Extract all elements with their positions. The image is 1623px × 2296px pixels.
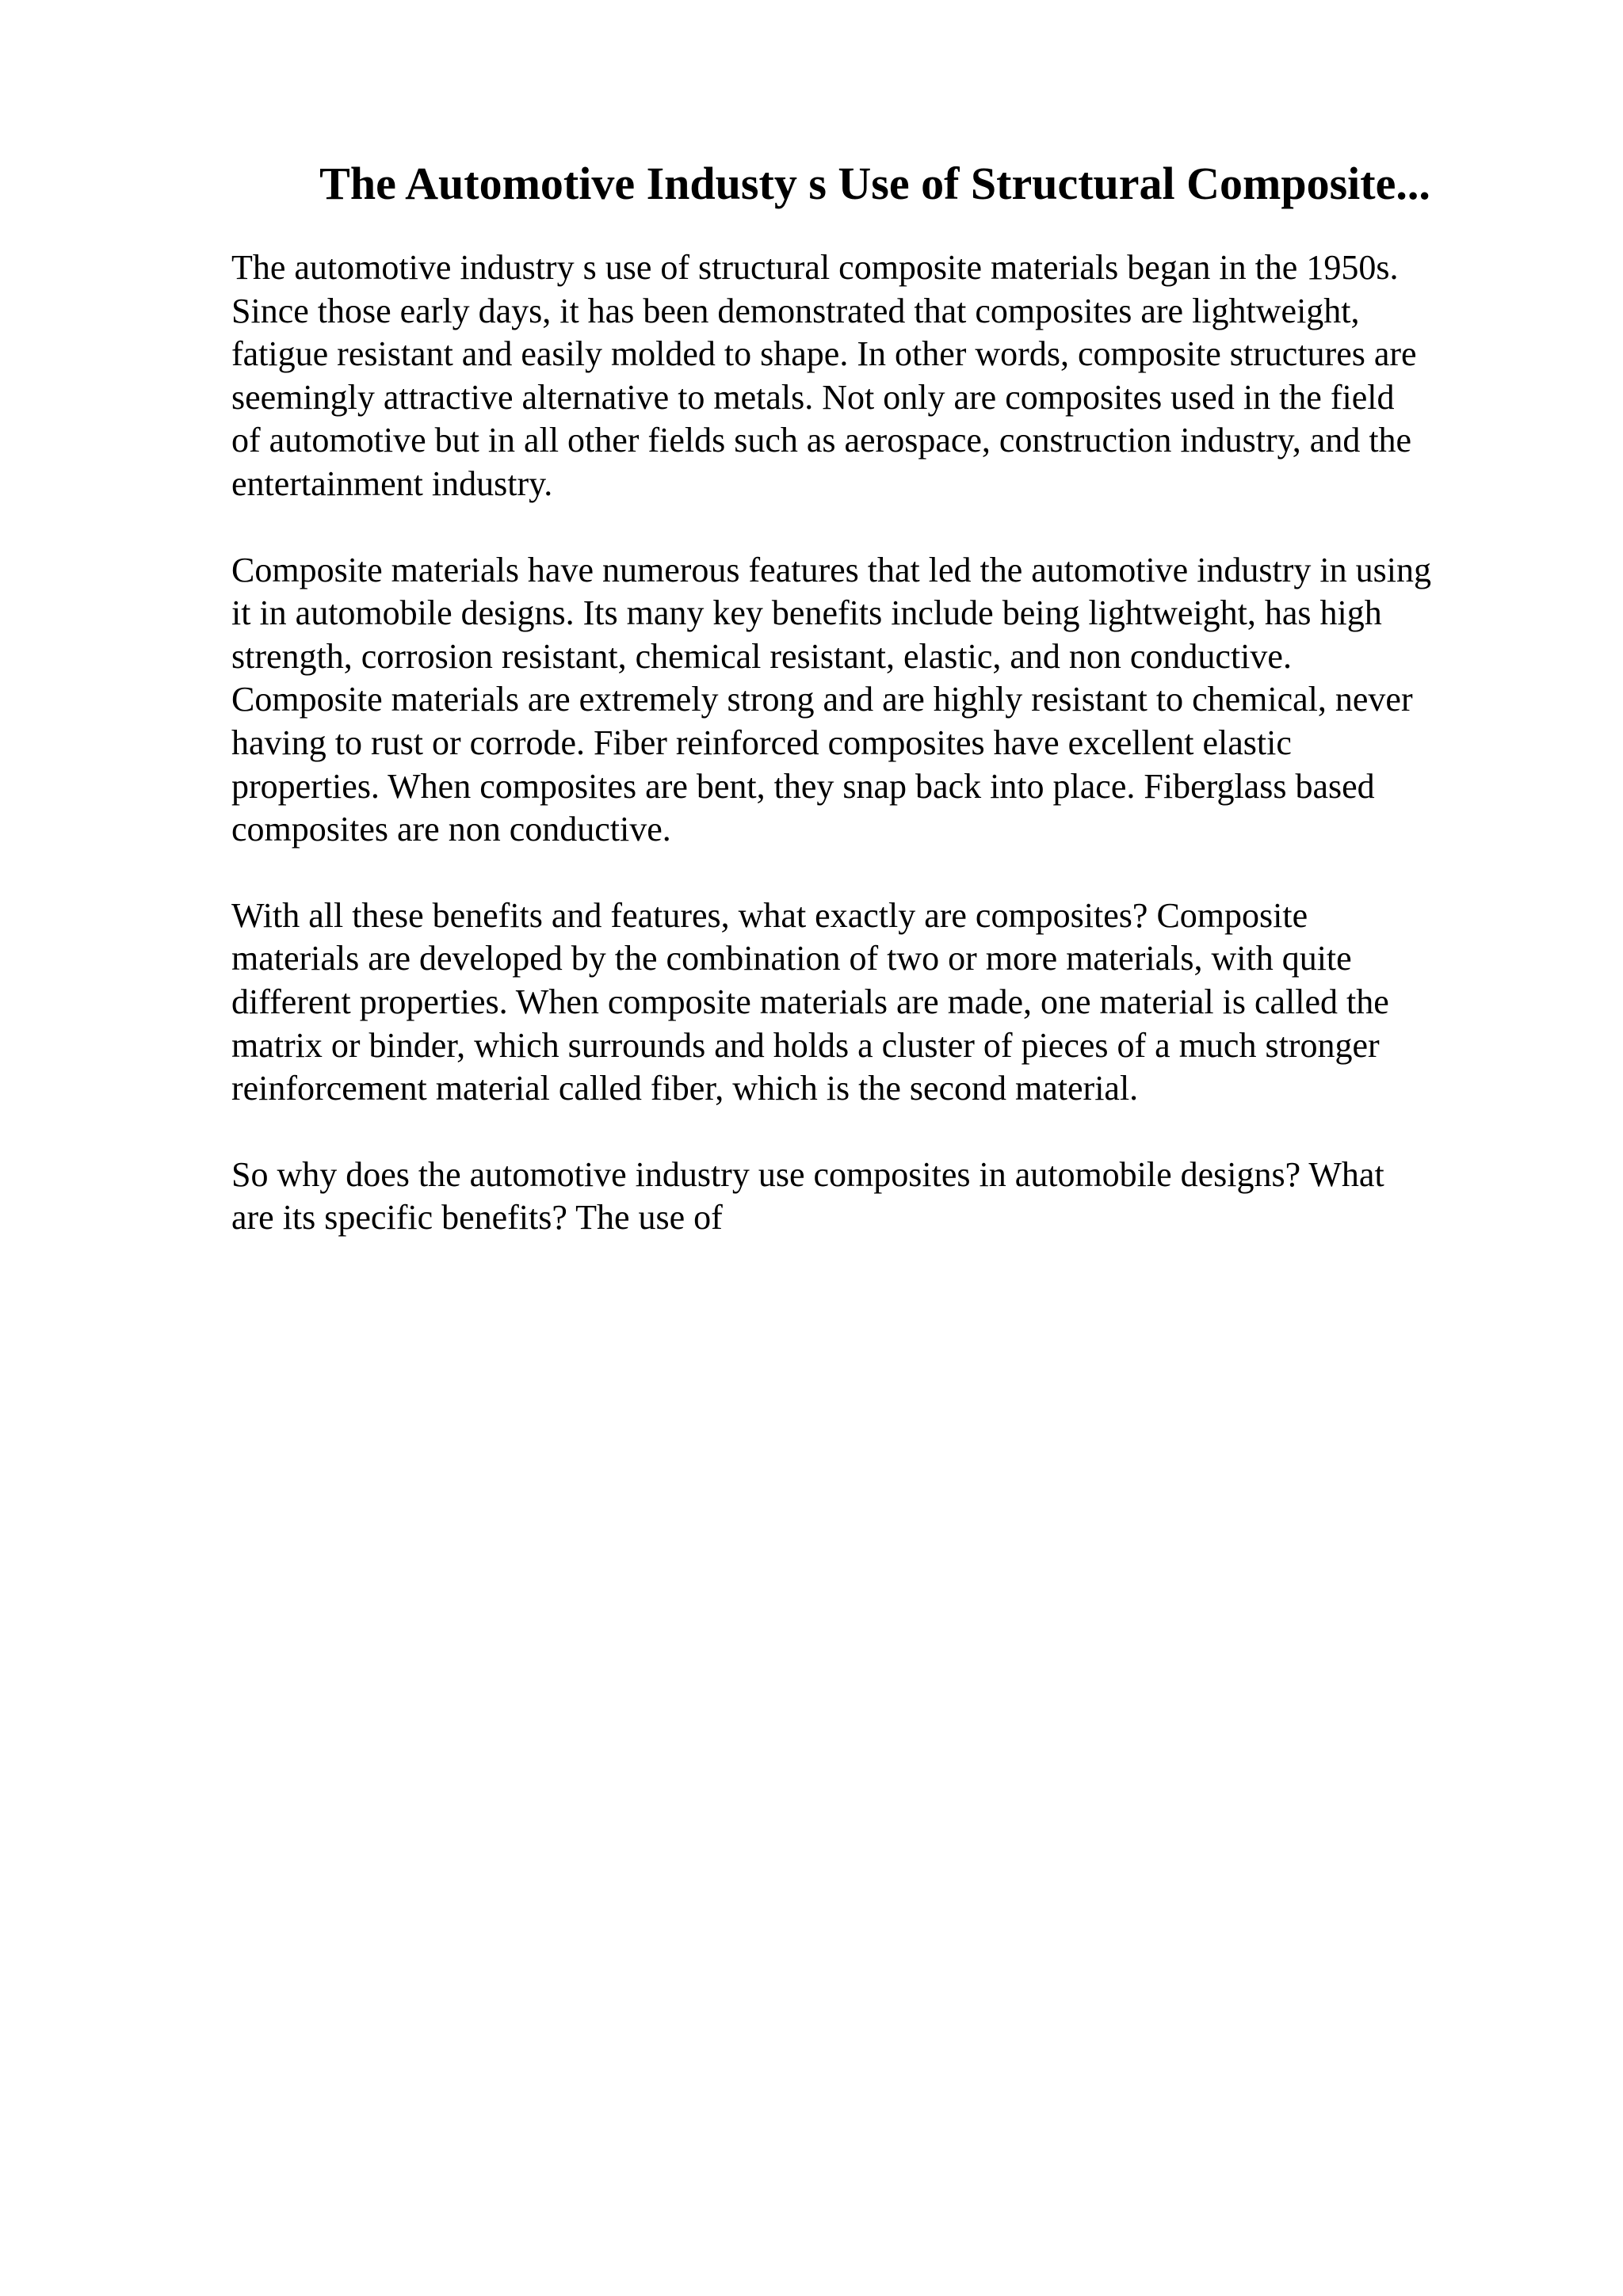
- paragraph-2: Composite materials have numerous features that led the automotive industry in using it in automobile designs. Its many key benefits include being lightweight, has high strength, corrosion resistant, chemical resistant, elastic, and non conductive. Composite materials are extremely strong and are highly resistant to chemical, never having to rust or corrode. Fiber reinforced composites have excellent elastic properties. When composites are bent, they snap back into place. Fiberglass based composites are non conductive.: [231, 550, 1432, 849]
- document-body: [231, 246, 1531, 1283]
- paragraph-1: The automotive industry s use of structural composite materials began in the 1950s. Since those early days, it has been demonstrated that composites are lightweight, fatigue resistant and easily molded to shape. In other words, composite structures are seemingly attractive alternative to metals. Not only are composites used in the field of automotive but in all other fields such as aerospace, construction industry, and the entertainment industry.: [231, 248, 1417, 503]
- paragraph-3: With all these benefits and features, what exactly are composites? Composite materials are developed by the combination of two or more materials, with quite different properties. When composite materials are made, one material is called the matrix or binder, which surrounds and holds a cluster of pieces of a much stronger reinforcement material called fiber, which is the second material.: [231, 895, 1389, 1108]
- paragraph-4: So why does the automotive industry use composites in automobile designs? What are its specific benefits? The use of: [231, 1154, 1384, 1238]
- document-title: The Automotive Industy s Use of Structural Composite...: [319, 158, 1430, 209]
